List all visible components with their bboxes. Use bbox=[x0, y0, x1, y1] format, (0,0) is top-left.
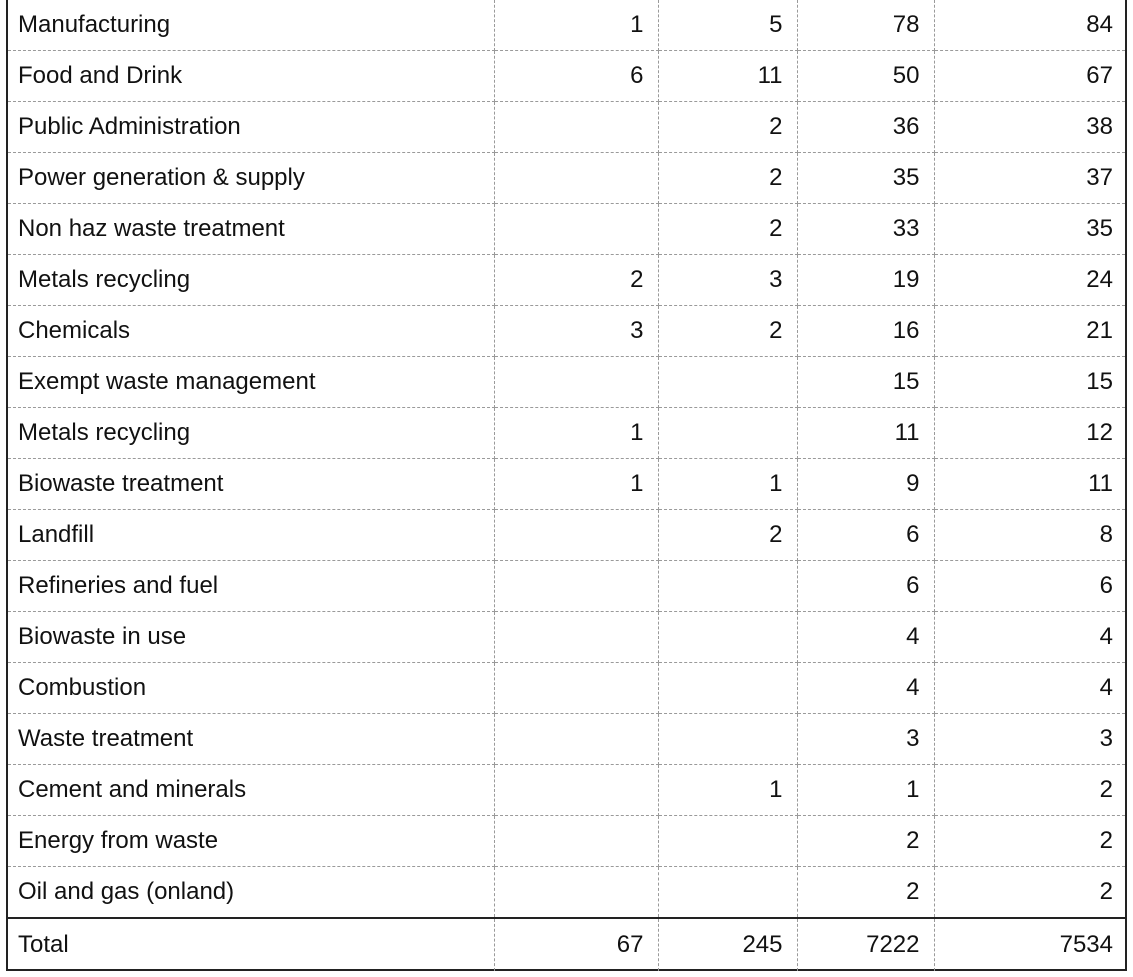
value-cell: 36 bbox=[797, 102, 934, 153]
value-cell bbox=[658, 714, 797, 765]
value-cell: 1 bbox=[658, 765, 797, 816]
total-label: Total bbox=[8, 918, 494, 971]
value-cell: 2 bbox=[797, 816, 934, 867]
sector-name-cell: Food and Drink bbox=[8, 51, 494, 102]
value-cell: 2 bbox=[658, 306, 797, 357]
value-cell: 1 bbox=[494, 459, 658, 510]
value-cell bbox=[494, 153, 658, 204]
value-cell bbox=[658, 663, 797, 714]
row-total-cell: 84 bbox=[934, 0, 1125, 51]
value-cell: 2 bbox=[658, 153, 797, 204]
table-row bbox=[8, 765, 1125, 816]
row-total-cell: 11 bbox=[934, 459, 1125, 510]
row-total-cell: 15 bbox=[934, 357, 1125, 408]
value-cell bbox=[494, 612, 658, 663]
sector-name-cell: Combustion bbox=[8, 663, 494, 714]
value-cell bbox=[494, 204, 658, 255]
value-cell: 3 bbox=[797, 714, 934, 765]
value-cell bbox=[494, 102, 658, 153]
table-row bbox=[8, 459, 1125, 510]
table-row bbox=[8, 357, 1125, 408]
total-row bbox=[8, 918, 1125, 971]
value-cell: 1 bbox=[658, 459, 797, 510]
row-total-cell: 37 bbox=[934, 153, 1125, 204]
sector-name-cell: Non haz waste treatment bbox=[8, 204, 494, 255]
table-row bbox=[8, 255, 1125, 306]
value-cell bbox=[658, 408, 797, 459]
value-cell bbox=[658, 561, 797, 612]
table-row bbox=[8, 204, 1125, 255]
row-total-cell: 24 bbox=[934, 255, 1125, 306]
value-cell bbox=[494, 714, 658, 765]
table-row bbox=[8, 408, 1125, 459]
sector-name-cell: Energy from waste bbox=[8, 816, 494, 867]
table-row bbox=[8, 816, 1125, 867]
table-row bbox=[8, 561, 1125, 612]
value-cell: 2 bbox=[658, 102, 797, 153]
row-total-cell: 12 bbox=[934, 408, 1125, 459]
value-cell: 35 bbox=[797, 153, 934, 204]
value-cell bbox=[494, 561, 658, 612]
sector-name-cell: Metals recycling bbox=[8, 255, 494, 306]
table-row bbox=[8, 153, 1125, 204]
value-cell: 4 bbox=[797, 612, 934, 663]
row-total-cell: 2 bbox=[934, 816, 1125, 867]
value-cell: 1 bbox=[494, 408, 658, 459]
value-cell: 50 bbox=[797, 51, 934, 102]
value-cell bbox=[494, 765, 658, 816]
value-cell: 11 bbox=[797, 408, 934, 459]
value-cell: 3 bbox=[658, 255, 797, 306]
value-cell: 2 bbox=[658, 510, 797, 561]
value-cell bbox=[494, 867, 658, 919]
value-cell: 6 bbox=[494, 51, 658, 102]
row-total-cell: 6 bbox=[934, 561, 1125, 612]
table-row bbox=[8, 663, 1125, 714]
value-cell bbox=[658, 867, 797, 919]
sector-name-cell: Metals recycling bbox=[8, 408, 494, 459]
value-cell: 4 bbox=[797, 663, 934, 714]
value-cell: 16 bbox=[797, 306, 934, 357]
sector-name-cell: Public Administration bbox=[8, 102, 494, 153]
row-total-cell: 4 bbox=[934, 612, 1125, 663]
grand-total-cell: 7534 bbox=[934, 918, 1125, 971]
value-cell: 2 bbox=[658, 204, 797, 255]
sector-name-cell: Manufacturing bbox=[8, 0, 494, 51]
value-cell bbox=[658, 612, 797, 663]
row-total-cell: 21 bbox=[934, 306, 1125, 357]
sector-name-cell: Landfill bbox=[8, 510, 494, 561]
row-total-cell: 2 bbox=[934, 765, 1125, 816]
value-cell: 2 bbox=[494, 255, 658, 306]
row-total-cell: 4 bbox=[934, 663, 1125, 714]
value-cell bbox=[658, 357, 797, 408]
sector-table bbox=[8, 0, 1125, 971]
value-cell: 1 bbox=[494, 0, 658, 51]
value-cell: 3 bbox=[494, 306, 658, 357]
value-cell: 6 bbox=[797, 510, 934, 561]
value-cell: 5 bbox=[658, 0, 797, 51]
value-cell: 11 bbox=[658, 51, 797, 102]
sector-name-cell: Power generation & supply bbox=[8, 153, 494, 204]
value-cell: 78 bbox=[797, 0, 934, 51]
value-cell: 1 bbox=[797, 765, 934, 816]
value-cell bbox=[494, 816, 658, 867]
table-row bbox=[8, 867, 1125, 919]
row-total-cell: 38 bbox=[934, 102, 1125, 153]
sector-name-cell: Refineries and fuel bbox=[8, 561, 494, 612]
sector-name-cell: Exempt waste management bbox=[8, 357, 494, 408]
value-cell bbox=[494, 510, 658, 561]
row-total-cell: 2 bbox=[934, 867, 1125, 919]
table-row bbox=[8, 714, 1125, 765]
row-total-cell: 8 bbox=[934, 510, 1125, 561]
sector-name-cell: Biowaste treatment bbox=[8, 459, 494, 510]
value-cell: 33 bbox=[797, 204, 934, 255]
value-cell: 9 bbox=[797, 459, 934, 510]
total-value-cell: 7222 bbox=[797, 918, 934, 971]
table-row bbox=[8, 102, 1125, 153]
table-row bbox=[8, 306, 1125, 357]
sector-name-cell: Oil and gas (onland) bbox=[8, 867, 494, 919]
sector-name-cell: Biowaste in use bbox=[8, 612, 494, 663]
row-total-cell: 3 bbox=[934, 714, 1125, 765]
sector-name-cell: Cement and minerals bbox=[8, 765, 494, 816]
value-cell: 15 bbox=[797, 357, 934, 408]
total-value-cell: 67 bbox=[494, 918, 658, 971]
table-row bbox=[8, 612, 1125, 663]
value-cell: 2 bbox=[797, 867, 934, 919]
total-value-cell: 245 bbox=[658, 918, 797, 971]
value-cell: 6 bbox=[797, 561, 934, 612]
row-total-cell: 67 bbox=[934, 51, 1125, 102]
sector-name-cell: Waste treatment bbox=[8, 714, 494, 765]
table-row bbox=[8, 51, 1125, 102]
table-body bbox=[8, 0, 1125, 971]
value-cell: 19 bbox=[797, 255, 934, 306]
value-cell bbox=[494, 357, 658, 408]
row-total-cell: 35 bbox=[934, 204, 1125, 255]
value-cell bbox=[494, 663, 658, 714]
table-row bbox=[8, 0, 1125, 51]
table-row bbox=[8, 510, 1125, 561]
value-cell bbox=[658, 816, 797, 867]
sector-name-cell: Chemicals bbox=[8, 306, 494, 357]
